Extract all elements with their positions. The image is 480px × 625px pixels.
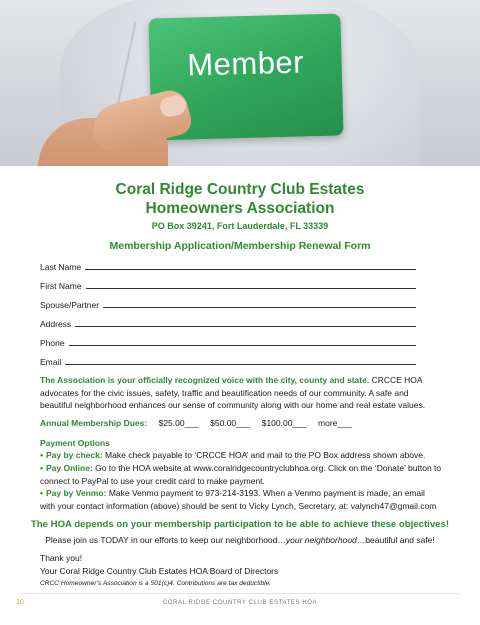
last-name-field[interactable]: [40, 258, 416, 272]
join-prefix: Please join us TODAY in our efforts to keep our neighborhood…: [45, 535, 286, 545]
bullet-icon: •: [40, 450, 43, 460]
thanks: Thank you!: [40, 553, 83, 563]
email-field[interactable]: [40, 353, 416, 367]
payment-online: [40, 462, 442, 487]
hero-image: [0, 0, 480, 166]
dues-option-25[interactable]: $25.00___: [158, 418, 199, 428]
intro-paragraph: [40, 374, 442, 412]
address-field[interactable]: [40, 315, 416, 329]
bullet-icon: •: [40, 463, 43, 473]
email-line[interactable]: [65, 364, 416, 365]
join-italic: your neighborhood: [285, 535, 357, 545]
phone-field[interactable]: [40, 334, 416, 348]
venmo-text: Make Venmo payment to 973-214-3193. When a Venmo payment is made, an email with your contact information (above) should be sent to Vicky Lynch, Secretary, at: valynch47@gmail.com: [40, 488, 437, 511]
email-label: Email: [40, 357, 62, 367]
footnote: CRCC Homeowner’s Association is a 501(c)4. Contributions are tax deductible.: [40, 580, 272, 587]
check-text: Make check payable to ‘CRCCE HOA’ and mail to the PO Box address shown above.: [102, 450, 426, 460]
online-text: Go to the HOA website at www.coralridgecountryclubhoa.org. Click on the ‘Donate’ button to connect to PayPal to use your credit card to make payment.: [40, 463, 442, 486]
page-number: 10: [16, 599, 24, 606]
dues-row: [40, 418, 361, 428]
spouse-partner-field[interactable]: [40, 296, 416, 310]
online-lead: Pay Online:: [45, 463, 93, 473]
payment-venmo: [40, 487, 442, 512]
last-name-label: Last Name: [40, 262, 82, 272]
check-lead: Pay by check:: [45, 450, 103, 460]
closing-headline: The HOA depends on your membership participation to be able to achieve these objectives!: [30, 519, 450, 530]
first-name-field[interactable]: [40, 277, 416, 291]
dues-option-50[interactable]: $50.00___: [210, 418, 251, 428]
payment-heading: Payment Options: [40, 438, 110, 448]
form-subtitle: Membership Application/Membership Renewal Form: [109, 240, 371, 252]
first-name-line[interactable]: [86, 288, 416, 289]
footer-divider: [20, 593, 460, 594]
payment-check: [40, 449, 442, 462]
title-line-2: Homeowners Association: [145, 200, 335, 217]
closing-join: [0, 535, 480, 545]
running-title: CORAL RIDGE COUNTRY CLUB ESTATES HOA: [162, 600, 318, 606]
spouse-partner-label: Spouse/Partner: [40, 300, 100, 310]
member-card-text: Member: [186, 44, 305, 83]
venmo-lead: Pay by Venmo:: [45, 488, 107, 498]
bullet-icon: •: [40, 488, 43, 498]
dues-option-100[interactable]: $100.00___: [261, 418, 307, 428]
dues-label: Annual Membership Dues:: [40, 418, 148, 428]
phone-label: Phone: [40, 338, 65, 348]
address-line[interactable]: [75, 326, 416, 327]
po-box-address: PO Box 39241, Fort Lauderdale, FL 33339: [151, 221, 329, 231]
spouse-partner-line[interactable]: [103, 307, 416, 308]
dues-option-more[interactable]: more___: [318, 418, 352, 428]
join-suffix: …beautiful and safe!: [356, 535, 435, 545]
title-line-1: Coral Ridge Country Club Estates: [115, 181, 365, 198]
first-name-label: First Name: [40, 281, 82, 291]
signoff: Your Coral Ridge Country Club Estates HOA Board of Directors: [40, 566, 279, 576]
last-name-line[interactable]: [85, 269, 416, 270]
intro-lead: The Association is your officially recognized voice with the city, county and state.: [40, 375, 370, 385]
intro-rest: CRCCE HOA advocates for the civic issues, safety, traffic and beautification needs of our community. A safe and beautiful neighborhood enhances our sense of community along with our home and real estate values.: [40, 375, 426, 411]
address-label: Address: [40, 319, 72, 329]
phone-line[interactable]: [69, 345, 416, 346]
